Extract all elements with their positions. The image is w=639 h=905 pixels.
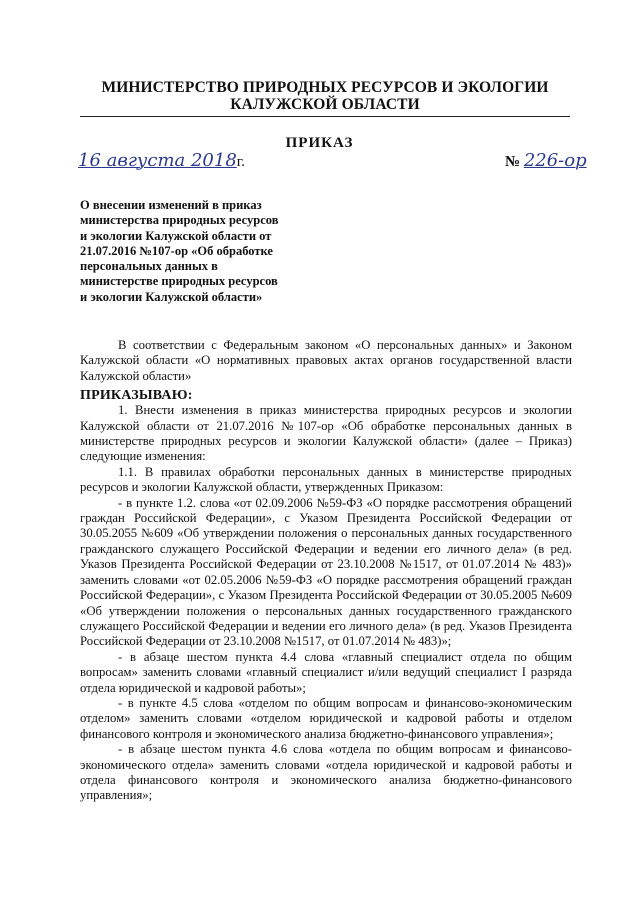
date-suffix: г. [236, 154, 246, 170]
number-prefix: № [505, 154, 521, 170]
order-directive-word: ПРИКАЗЫВАЮ: [80, 388, 193, 404]
item-1-paragraph: 1. Внести изменения в приказ министерства природных ресурсов и экологии Калужской области от 21.07.2016 №107-ор «Об обработке персональных данных в министерстве природных ресурсов и экологии Калужской области» (далее – Приказ) следующие изменения: [80, 403, 572, 464]
amendment-item-1: - в пункте 1.2. слова «от 02.09.2006 №59-ФЗ «О порядке рассмотрения обращений граждан Российской Федерации», с Указом Президента Российской Федерации от 30.05.2055 №609 «Об утверждении положения о персональных данных государственного гражданского служащего Российской Федерации и ведении его личного дела» (в ред. Указов Президента Российской Федерации от 23.10.2008 №1517, от 01.07.2014 № 483)» заменить словами «от 02.05.2006 №59-ФЗ «О порядке рассмотрения обращений граждан Российской Федерации», с Указом Президента Российской Федерации от 30.05.2005 №609 «Об утверждении положения о персональных данных государственного гражданского служащего Российской Федерации и ведении его личного дела» (в ред. Указов Президента Российской Федерации от 23.10.2008 №1517, от 01.07.2014 № 483)»; [80, 495, 572, 649]
handwritten-number: 226-ор [523, 150, 587, 171]
ministry-name-line-1: МИНИСТЕРСТВО ПРИРОДНЫХ РЕСУРСОВ И ЭКОЛОГИИ [101, 79, 549, 96]
order-number [505, 150, 587, 171]
handwritten-date: 16 августа 2018 [78, 150, 237, 171]
document-type-title: ПРИКАЗ [285, 135, 354, 151]
order-date [78, 150, 245, 171]
amendment-item-4: - в абзаце шестом пункта 4.6 слова «отдела по общим вопросам и финансово-экономического отдела» заменить словами «отдела юридической и кадровой работы и отдела финансового контроля и экономического анализа бюджетно-финансового управления»; [80, 742, 572, 803]
item-1-1-paragraph: 1.1. В правилах обработки персональных данных в министерстве природных ресурсов и экологии Калужской области, утвержденных Приказом: [80, 464, 572, 495]
amendment-item-3: - в пункте 4.5 слова «отделом по общим вопросам и финансово-экономическим отделом» заменить словами «отделом юридической и кадровой работы и отделом финансового контроля и экономического анализа бюджетно-финансового управления»; [80, 695, 572, 741]
amendment-item-2: - в абзаце шестом пункта 4.4 слова «главный специалист отдела по общим вопросам» заменить словами «главный специалист и/или ведущий специалист I разряда отдела юридической и кадровой работы»; [80, 649, 572, 695]
ministry-name-line-2: КАЛУЖСКОЙ ОБЛАСТИ [230, 96, 420, 113]
ministry-header [85, 79, 565, 113]
order-body [80, 338, 572, 804]
preamble-paragraph: В соответствии с Федеральным законом «О персональных данных» и Законом Калужской области «О нормативных правовых актах органов государственной власти Калужской области» [80, 338, 572, 383]
order-subject: О внесении изменений в приказ министерства природных ресурсов и экологии Калужской области от 21.07.2016 №107-ор «Об обработке персональных данных в министерстве природных ресурсов и экологии Калужской области» [80, 198, 279, 304]
header-divider [80, 116, 570, 117]
